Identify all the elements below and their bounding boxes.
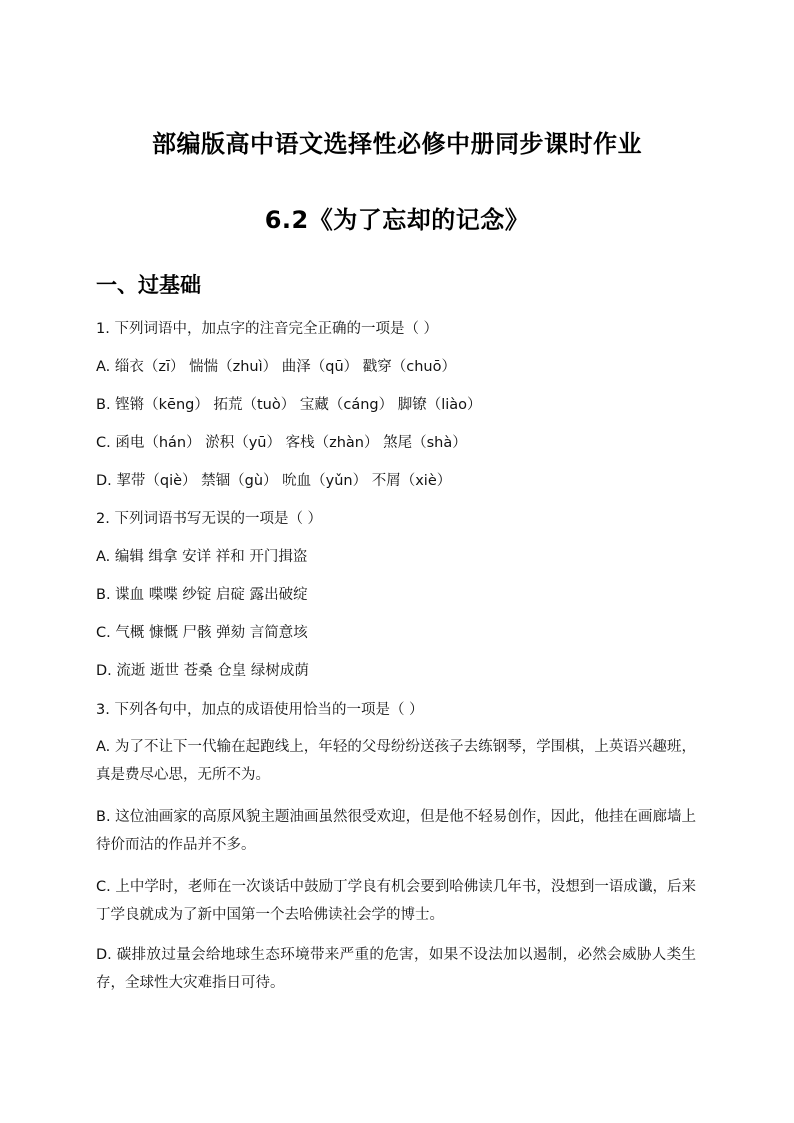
document-title: 部编版高中语文选择性必修中册同步课时作业	[152, 130, 642, 158]
question-stem: 3. 下列各句中，加点的成语使用恰当的一项是（ ）	[96, 702, 424, 718]
question-option: A. 为了不让下一代输在起跑线上，年轻的父母纷纷送孩子去练钢琴，学围棋，上英语兴趣班，真是费尽心思，无所不为。	[96, 739, 696, 783]
question-option: A. 编辑 缉拿 安详 祥和 开门揖盗	[96, 549, 308, 565]
question-option: C. 函电（hán） 淤积（yū） 客栈（zhàn） 煞尾（shà）	[96, 435, 467, 451]
section-heading: 一、过基础	[96, 273, 201, 297]
question-option: D. 流逝 逝世 苍桑 仓皇 绿树成荫	[96, 663, 309, 679]
question-option: B. 这位油画家的高原风貌主题油画虽然很受欢迎，但是他不轻易创作，因此，他挂在画廊墙上待价而沽的作品并不多。	[96, 809, 696, 853]
question-option: C. 气概 慷慨 尸骸 弹劾 言简意垓	[96, 625, 308, 641]
question-option: D. 碳排放过量会给地球生态环境带来严重的危害，如果不设法加以遏制，必然会威胁人类生存，全球性大灾难指日可待。	[96, 947, 696, 991]
document-subtitle: 6.2《为了忘却的记念》	[264, 206, 530, 234]
question-option: B. 铿锵（kēng） 拓荒（tuò） 宝藏（cáng） 脚镣（liào）	[96, 397, 482, 413]
question-stem: 1. 下列词语中，加点字的注音完全正确的一项是（ ）	[96, 321, 439, 337]
question-option: C. 上中学时，老师在一次谈话中鼓励丁学良有机会要到哈佛读几年书，没想到一语成谶，后来丁学良就成为了新中国第一个去哈佛读社会学的博士。	[96, 879, 696, 923]
question-option: B. 谍血 喋喋 纱锭 启碇 露出破绽	[96, 587, 308, 603]
question-option: A. 缁衣（zī） 惴惴（zhuì） 曲泽（qū） 戳穿（chuō）	[96, 359, 456, 375]
question-option: D. 挈带（qiè） 禁锢（gù） 吮血（yǔn） 不屑（xiè）	[96, 473, 452, 489]
question-stem: 2. 下列词语书写无误的一项是（ ）	[96, 511, 323, 527]
